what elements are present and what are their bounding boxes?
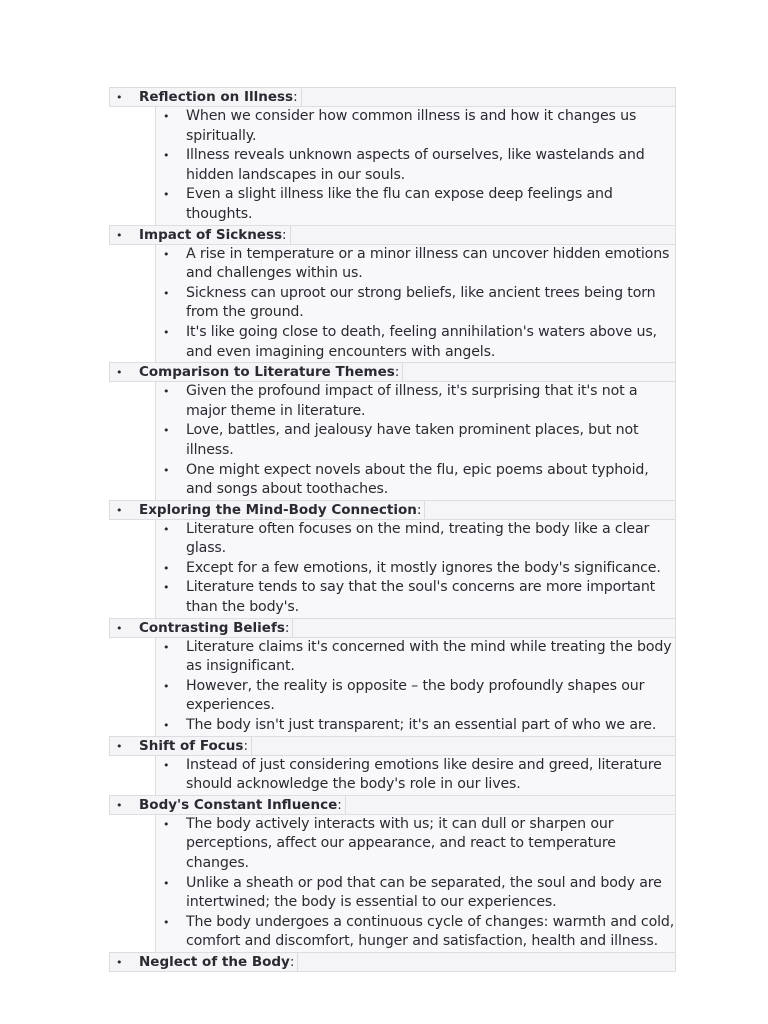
bullet-icon: • [163, 522, 170, 536]
bullet-icon: • [163, 463, 170, 477]
list-item [156, 284, 675, 323]
outline-section [109, 952, 676, 972]
list-item-text: The body isn't just transparent; it's an essential part of who we are. [186, 717, 657, 734]
list-item-text: Love, battles, and jealousy have taken prominent places, but not illness. [186, 422, 639, 458]
heading-colon: : [293, 89, 298, 105]
bullet-icon: • [163, 385, 170, 399]
section-heading-row [109, 736, 676, 756]
list-item [156, 716, 675, 736]
bullet-icon: • [116, 91, 123, 104]
list-item-text: Literature often focuses on the mind, treating the body like a clear glass. [186, 520, 650, 557]
section-heading-label: Contrasting Beliefs [139, 619, 285, 636]
list-item-text: When we consider how common illness is and how it changes us spiritually. [186, 108, 637, 144]
list-item-text: Instead of just considering emotions like desire and greed, literature should acknowledge the body's role in our lives. [186, 756, 662, 793]
outline-section [109, 87, 676, 225]
bullet-icon: • [116, 366, 123, 380]
bullet-icon: • [116, 739, 123, 753]
section-heading [139, 619, 293, 638]
sub-bullet-list [155, 638, 676, 736]
heading-colon: : [284, 619, 290, 636]
section-heading-label: Shift of Focus [139, 737, 244, 754]
list-item-text: Given the profound impact of illness, it's surprising that it's not a major theme in literature. [186, 383, 638, 419]
list-item [156, 461, 675, 500]
list-item [156, 874, 675, 913]
bullet-icon: • [163, 561, 170, 575]
section-heading-row [109, 618, 676, 638]
bullet-icon: • [163, 719, 170, 733]
section-heading [139, 953, 298, 972]
section-heading [139, 501, 425, 520]
bullet-icon: • [163, 817, 170, 831]
list-item-text: The body actively interacts with us; it can dull or sharpen our perceptions, affect our appearance, and react to temperature changes. [186, 815, 616, 871]
section-heading [139, 226, 291, 245]
sub-bullet-list [155, 107, 676, 225]
list-item [156, 677, 675, 716]
document-outline [109, 87, 676, 972]
section-heading [139, 796, 346, 815]
list-item-text: Even a slight illness like the flu can expose deep feelings and thoughts. [186, 186, 613, 222]
heading-colon: : [289, 953, 295, 970]
bullet-icon: • [163, 876, 170, 890]
list-item [156, 638, 675, 677]
bullet-icon: • [163, 110, 170, 123]
sub-bullet-list [155, 815, 676, 952]
heading-colon: : [337, 796, 342, 813]
section-heading [139, 737, 252, 756]
list-item-text: Sickness can uproot our strong beliefs, like ancient trees being torn from the ground. [186, 284, 656, 321]
heading-colon: : [243, 737, 248, 754]
list-item-text: The body undergoes a continuous cycle of changes: warmth and cold, comfort and discomfort, hunger and satisfaction, health and illness. [186, 913, 675, 950]
sub-bullet-list [155, 520, 676, 618]
section-heading-label: Comparison to Literature Themes [139, 364, 395, 381]
section-heading-row [109, 795, 676, 815]
sub-bullet-list [155, 756, 676, 795]
section-heading-row [109, 952, 676, 972]
list-item-text: Literature claims it's concerned with the mind while treating the body as insignificant. [186, 638, 672, 675]
outline-section [109, 795, 676, 952]
bullet-icon: • [163, 188, 170, 202]
heading-colon: : [416, 501, 422, 518]
section-heading-label: Body's Constant Influence [139, 796, 338, 813]
bullet-icon: • [163, 325, 170, 339]
section-heading-row [109, 362, 676, 382]
list-item [156, 146, 675, 185]
bullet-icon: • [116, 228, 123, 242]
section-heading-label: Impact of Sickness [139, 226, 283, 243]
bullet-icon: • [116, 503, 123, 517]
bullet-icon: • [163, 424, 170, 438]
outline-section [109, 736, 676, 795]
bullet-icon: • [163, 679, 170, 693]
section-heading [139, 88, 302, 107]
list-item-text: Literature tends to say that the soul's concerns are more important than the body's. [186, 579, 656, 616]
list-item [156, 578, 675, 617]
outline-section [109, 500, 676, 618]
outline-section [109, 618, 676, 736]
sub-bullet-list [155, 382, 676, 500]
section-heading-label: Reflection on Illness [139, 89, 294, 105]
bullet-icon: • [163, 581, 170, 595]
list-item [156, 185, 675, 224]
heading-colon: : [394, 364, 400, 381]
list-item-text: Except for a few emotions, it mostly ignores the body's significance. [186, 559, 661, 576]
section-heading-label: Neglect of the Body [139, 953, 290, 970]
list-item [156, 520, 675, 559]
list-item [156, 421, 675, 460]
bullet-icon: • [163, 247, 170, 261]
list-item [156, 815, 675, 874]
bullet-icon: • [163, 915, 170, 929]
list-item [156, 913, 675, 952]
list-item [156, 559, 675, 579]
outline-section [109, 225, 676, 363]
list-item-text: However, the reality is opposite – the body profoundly shapes our experiences. [186, 677, 645, 714]
list-item-text: A rise in temperature or a minor illness can uncover hidden emotions and challenges within us. [186, 245, 670, 282]
bullet-icon: • [163, 640, 170, 654]
list-item-text: Unlike a sheath or pod that can be separated, the soul and body are intertwined; the body is essential to our experiences. [186, 874, 662, 911]
bullet-icon: • [116, 798, 123, 812]
heading-colon: : [282, 226, 287, 243]
section-heading [139, 363, 403, 382]
list-item [156, 756, 675, 795]
section-heading-row [109, 225, 676, 245]
list-item [156, 107, 675, 146]
list-item-text: It's like going close to death, feeling annihilation's waters above us, and even imagining encounters with angels. [186, 323, 657, 360]
list-item-text: One might expect novels about the flu, epic poems about typhoid, and songs about toothaches. [186, 461, 649, 498]
bullet-icon: • [116, 955, 123, 969]
bullet-icon: • [163, 758, 170, 772]
list-item [156, 382, 675, 421]
list-item-text: Illness reveals unknown aspects of ourselves, like wastelands and hidden landscapes in our souls. [186, 147, 645, 183]
section-heading-label: Exploring the Mind-Body Connection [139, 501, 417, 518]
bullet-icon: • [163, 149, 170, 163]
bullet-icon: • [116, 621, 123, 635]
outline-section [109, 362, 676, 500]
bullet-icon: • [163, 286, 170, 300]
sub-bullet-list [155, 245, 676, 363]
list-item [156, 323, 675, 362]
list-item [156, 245, 675, 284]
section-heading-row [109, 500, 676, 520]
section-heading-row [109, 87, 676, 107]
